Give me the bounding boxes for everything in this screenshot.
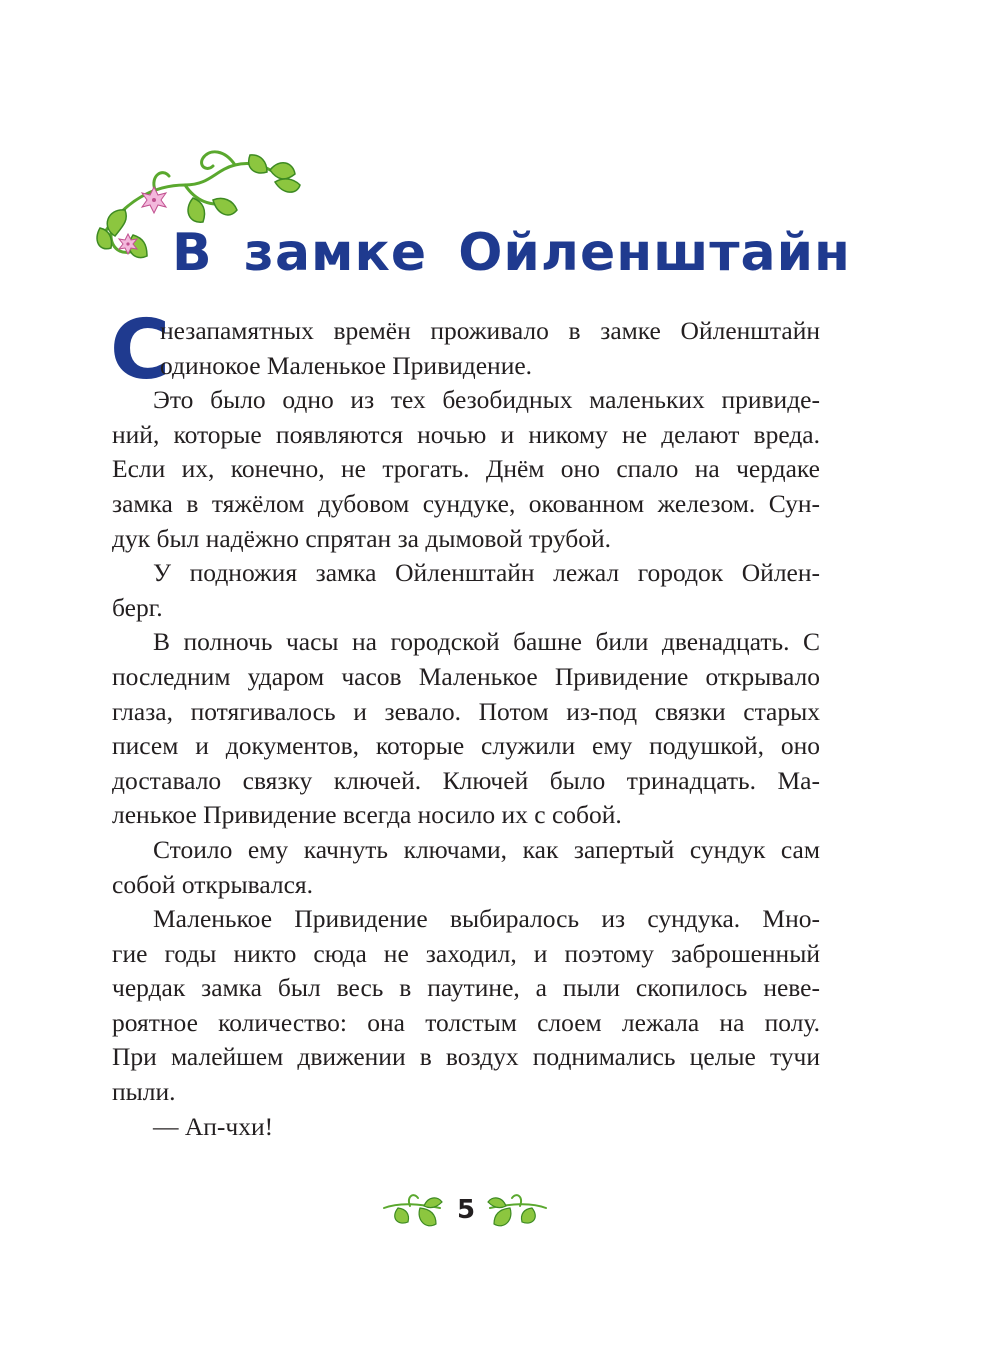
text-line: собой открывался. xyxy=(112,869,314,899)
text-line: замка в тяжёлом дубовом сундуке, окованном железом. Сун- xyxy=(112,488,820,518)
text-line: — Ап-чхи! xyxy=(153,1111,274,1141)
chapter-body xyxy=(110,303,820,1144)
text-line: берг. xyxy=(112,592,163,622)
chapter-title: В замке Ойленштайн xyxy=(172,223,851,283)
text-line: ленькое Привидение всегда носило их с собой. xyxy=(112,800,622,830)
text-line: незапамятных времён проживало в замке Ойленштайн xyxy=(160,316,820,345)
text-line: глаза, потягивалось и зевало. Потом из-под связки старых xyxy=(112,696,820,726)
text-line: одинокое Маленькое Привидение. xyxy=(160,350,533,380)
text-line: При малейшем движении в воздух поднимались целые тучи xyxy=(112,1042,820,1072)
text-line: доставало связку ключей. Ключей было тринадцать. Ма- xyxy=(112,765,820,795)
text-line: роятное количество: она толстым слоем лежала на полу. xyxy=(112,1007,820,1037)
drop-cap: С xyxy=(110,303,171,398)
text-line: гие годы никто сюда не заходил, и поэтому заброшенный xyxy=(112,938,820,968)
text-line: последним ударом часов Маленькое Привидение открывало xyxy=(112,661,820,691)
text-line: Если их, конечно, не трогать. Днём оно спало на чердаке xyxy=(112,454,820,484)
text-line: У подножия замка Ойленштайн лежал городок Ойлен- xyxy=(153,558,820,588)
text-line: пыли. xyxy=(112,1077,176,1107)
text-line: писем и документов, которые служили ему подушкой, оно xyxy=(112,731,820,761)
text-line: ний, которые появляются ночью и никому не делают вреда. xyxy=(112,419,820,449)
text-line: Это было одно из тех безобидных маленьких привиде- xyxy=(153,385,820,415)
text-line: Стоило ему качнуть ключами, как запертый сундук сам xyxy=(153,834,820,864)
text-line: дук был надёжно спрятан за дымовой трубой. xyxy=(112,523,612,553)
page-number: 5 xyxy=(456,1195,476,1225)
text-line: Маленькое Привидение выбиралось из сундука. Мно- xyxy=(153,904,820,934)
text-line: В полночь часы на городской башне били двенадцать. С xyxy=(153,627,820,657)
text-line: чердак замка был весь в паутине, а пыли скопилось неве- xyxy=(112,973,820,1003)
